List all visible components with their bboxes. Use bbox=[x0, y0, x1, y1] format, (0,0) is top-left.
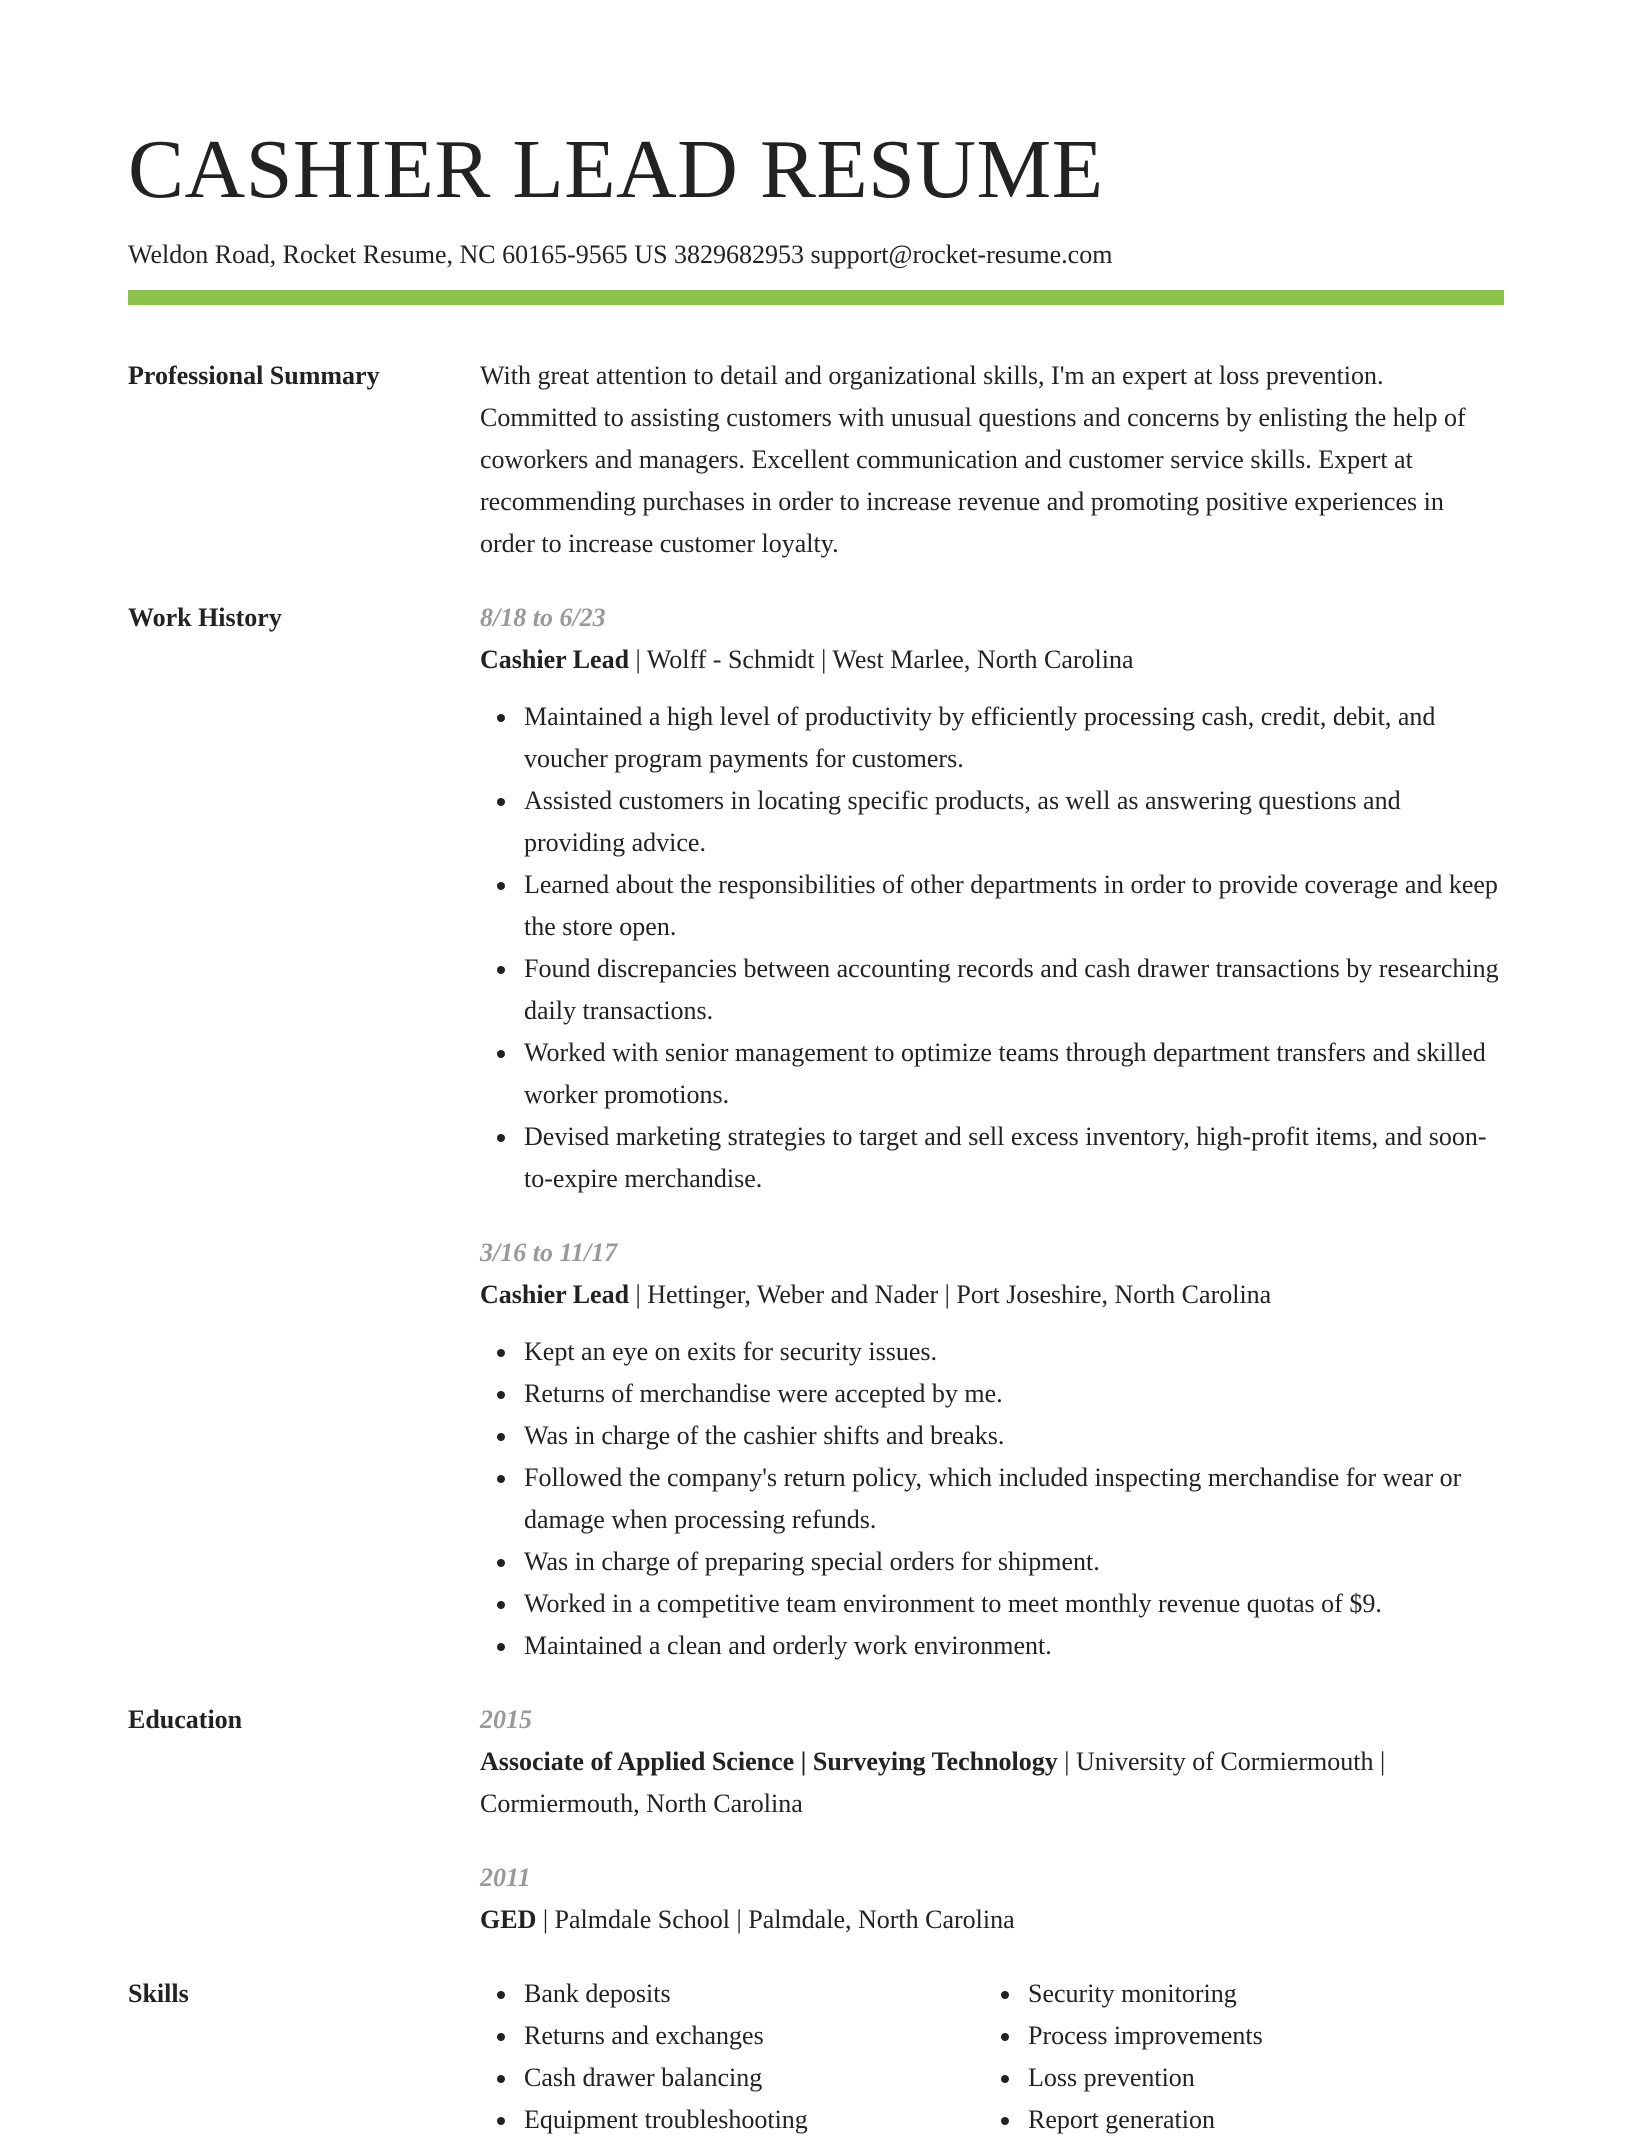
job-bullet: Was in charge of the cashier shifts and breaks. bbox=[524, 1415, 1504, 1457]
job-bullet: Was in charge of preparing special orders for shipment. bbox=[524, 1541, 1504, 1583]
education-entry bbox=[480, 1857, 1504, 1941]
resume-page bbox=[128, 0, 1504, 2141]
skill-item: Returns and exchanges bbox=[524, 2015, 984, 2057]
job-bullet: Learned about the responsibilities of other departments in order to provide coverage and keep the store open. bbox=[524, 864, 1504, 948]
skills-section bbox=[128, 1973, 1504, 2141]
skills-list bbox=[480, 1973, 984, 2141]
skills-list bbox=[984, 1973, 1488, 2141]
job-date: 3/16 to 11/17 bbox=[480, 1238, 618, 1267]
job-title: Cashier Lead bbox=[480, 645, 630, 674]
skills-column-right bbox=[984, 1973, 1488, 2141]
job-title-line bbox=[480, 1274, 1504, 1316]
education-date: 2015 bbox=[480, 1705, 532, 1734]
job-bullet: Found discrepancies between accounting records and cash drawer transactions by researching daily transactions. bbox=[524, 948, 1504, 1032]
skill-item: Cash drawer balancing bbox=[524, 2057, 984, 2099]
work-history-section bbox=[128, 597, 1504, 1667]
job-bullet: Devised marketing strategies to target and sell excess inventory, high-profit items, and soon-to-expire merchandise. bbox=[524, 1116, 1504, 1200]
education-title-line bbox=[480, 1741, 1504, 1825]
job-bullet: Returns of merchandise were accepted by me. bbox=[524, 1373, 1504, 1415]
job-entry bbox=[480, 597, 1504, 1200]
summary-body bbox=[480, 355, 1504, 565]
skill-item: Security monitoring bbox=[1028, 1973, 1488, 2015]
skills-column-left bbox=[480, 1973, 984, 2141]
education-details: | University of Cormiermouth | Cormiermouth, North Carolina bbox=[480, 1747, 1386, 1818]
job-entry bbox=[480, 1232, 1504, 1667]
job-bullet: Followed the company's return policy, which included inspecting merchandise for wear or damage when processing refunds. bbox=[524, 1457, 1504, 1541]
job-bullet: Kept an eye on exits for security issues. bbox=[524, 1331, 1504, 1373]
skill-item: Bank deposits bbox=[524, 1973, 984, 2015]
job-bullet: Maintained a high level of productivity by efficiently processing cash, credit, debit, and voucher program payments for customers. bbox=[524, 696, 1504, 780]
education-title-line bbox=[480, 1899, 1504, 1941]
accent-divider bbox=[128, 290, 1504, 305]
section-heading-summary: Professional Summary bbox=[128, 361, 380, 390]
job-bullet: Worked with senior management to optimize teams through department transfers and skilled worker promotions. bbox=[524, 1032, 1504, 1116]
job-details: | Wolff - Schmidt | West Marlee, North Carolina bbox=[629, 645, 1134, 674]
summary-section bbox=[128, 355, 1504, 565]
skills-grid bbox=[480, 1973, 1504, 2141]
resume-title: CASHIER LEAD RESUME bbox=[128, 123, 1104, 216]
job-title: Cashier Lead bbox=[480, 1280, 630, 1309]
job-bullet: Maintained a clean and orderly work environment. bbox=[524, 1625, 1504, 1667]
skill-item: Loss prevention bbox=[1028, 2057, 1488, 2099]
contact-line: Weldon Road, Rocket Resume, NC 60165-9565 US 3829682953 support@rocket-resume.com bbox=[128, 240, 1113, 269]
section-heading-work-history: Work History bbox=[128, 603, 282, 632]
section-heading-education: Education bbox=[128, 1705, 243, 1734]
education-section bbox=[128, 1699, 1504, 1941]
education-degree: Associate of Applied Science | Surveying Technology bbox=[480, 1747, 1058, 1776]
education-details: | Palmdale School | Palmdale, North Carolina bbox=[536, 1905, 1015, 1934]
skill-item: Process improvements bbox=[1028, 2015, 1488, 2057]
education-body bbox=[480, 1699, 1504, 1941]
job-bullet: Assisted customers in locating specific products, as well as answering questions and providing advice. bbox=[524, 780, 1504, 864]
education-entry bbox=[480, 1699, 1504, 1825]
job-bullets bbox=[480, 1331, 1504, 1667]
skill-item: Equipment troubleshooting bbox=[524, 2099, 984, 2141]
job-date: 8/18 to 6/23 bbox=[480, 603, 606, 632]
skills-body bbox=[480, 1973, 1504, 2141]
section-heading-skills: Skills bbox=[128, 1979, 189, 2008]
job-title-line bbox=[480, 639, 1504, 681]
education-date: 2011 bbox=[480, 1863, 531, 1892]
job-bullet: Worked in a competitive team environment to meet monthly revenue quotas of $9. bbox=[524, 1583, 1504, 1625]
summary-text: With great attention to detail and organizational skills, I'm an expert at loss prevention. Committed to assisting customers with unusual questions and concerns by enlisting the help of coworkers and managers. Excellent communication and customer service skills. Expert at recommending purchases in order to increase revenue and promoting positive experiences in order to increase customer loyalty. bbox=[480, 361, 1466, 558]
job-bullets bbox=[480, 696, 1504, 1200]
job-details: | Hettinger, Weber and Nader | Port Joseshire, North Carolina bbox=[629, 1280, 1272, 1309]
work-history-body bbox=[480, 597, 1504, 1667]
education-degree: GED bbox=[480, 1905, 537, 1934]
skill-item: Report generation bbox=[1028, 2099, 1488, 2141]
